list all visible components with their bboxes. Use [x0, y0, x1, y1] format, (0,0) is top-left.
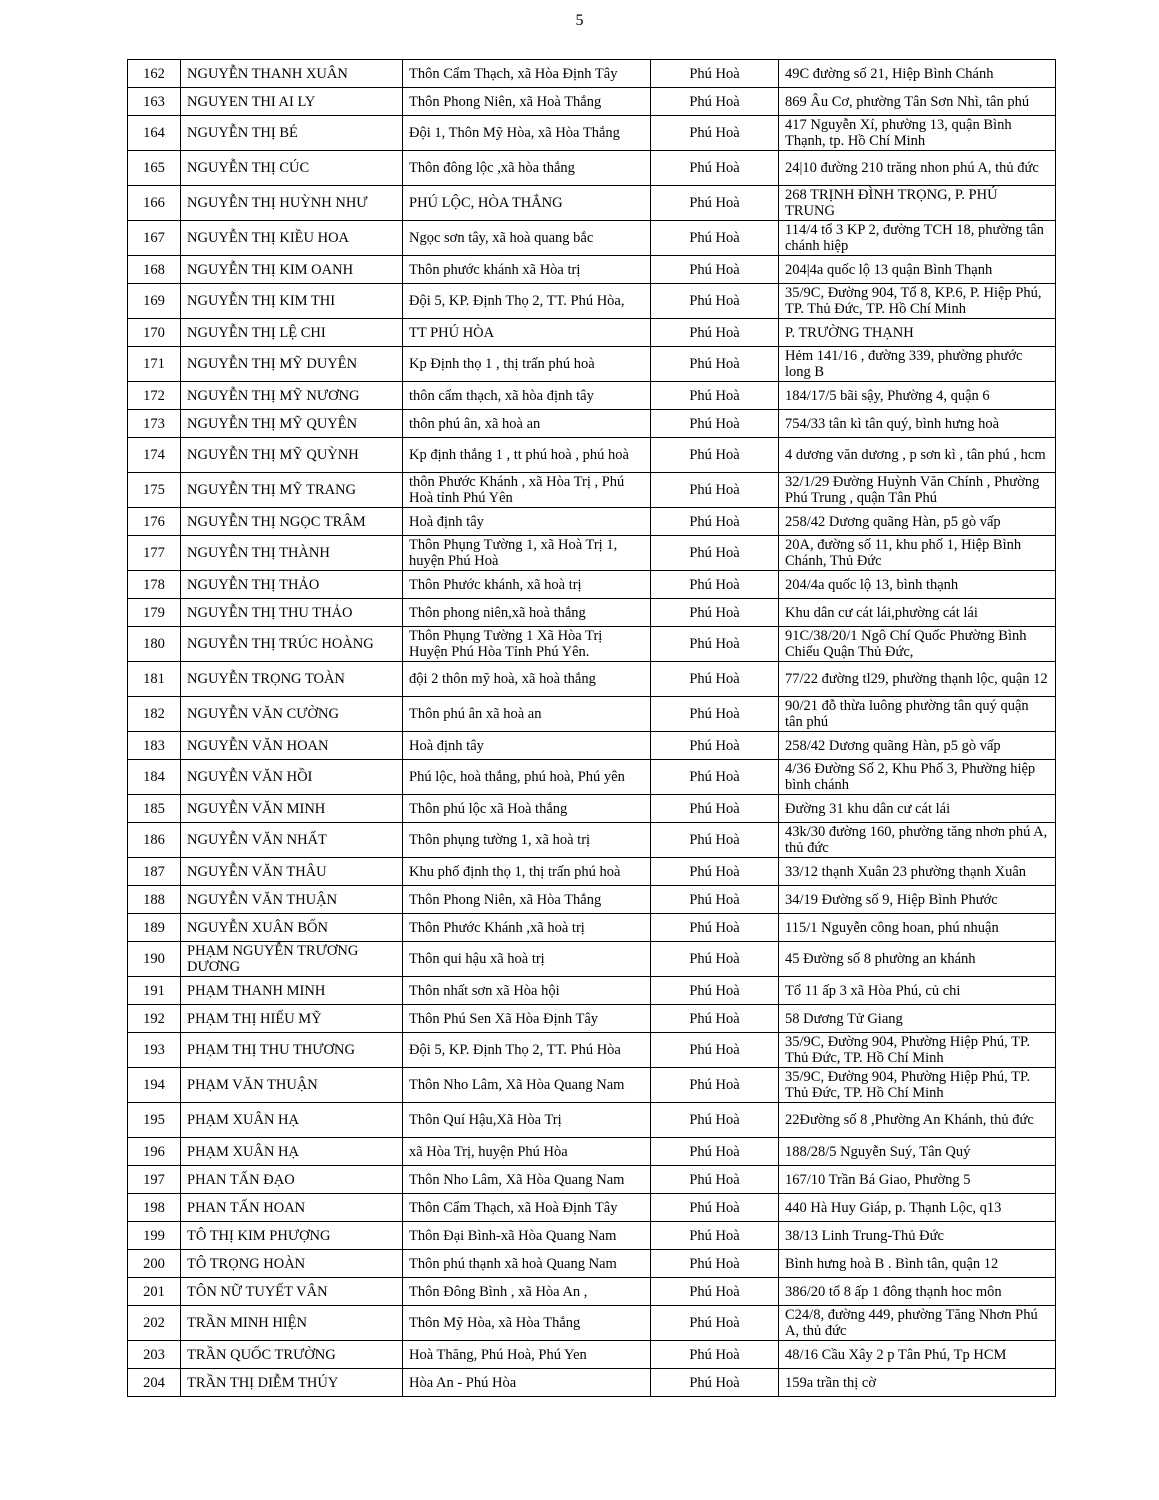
hometown-cell: xã Hòa Trị, huyện Phú Hòa	[403, 1138, 651, 1166]
district-cell: Phú Hoà	[651, 858, 779, 886]
table-row	[128, 151, 1056, 186]
hometown-cell: Đội 5, KP. Định Thọ 2, TT. Phú Hòa,	[403, 284, 651, 319]
person-name: NGUYỄN THỊ MỸ QUYÊN	[181, 410, 403, 438]
district-cell: Phú Hoà	[651, 1306, 779, 1341]
row-number: 183	[128, 732, 181, 760]
district-cell: Phú Hoà	[651, 284, 779, 319]
table-row	[128, 1005, 1056, 1033]
address-cell: 22Đường số 8 ,Phường An Khánh, thủ đức	[779, 1103, 1056, 1138]
address-cell: 38/13 Linh Trung-Thủ Đức	[779, 1222, 1056, 1250]
table-row	[128, 942, 1056, 977]
address-cell: Hẻm 141/16 , đường 339, phường phước long B	[779, 347, 1056, 382]
hometown-cell: Thôn Nho Lâm, Xã Hòa Quang Nam	[403, 1166, 651, 1194]
person-name: PHẠM THANH MINH	[181, 977, 403, 1005]
hometown-cell: Thôn Nho Lâm, Xã Hòa Quang Nam	[403, 1068, 651, 1103]
address-cell: 159a trần thị cờ	[779, 1369, 1056, 1397]
hometown-cell: đội 2 thôn mỹ hoà, xã hoà thắng	[403, 662, 651, 697]
person-name: NGUYỄN TRỌNG TOÀN	[181, 662, 403, 697]
row-number: 198	[128, 1194, 181, 1222]
district-cell: Phú Hoà	[651, 571, 779, 599]
address-cell: 754/33 tân kì tân quý, bình hưng hoà	[779, 410, 1056, 438]
address-cell: 258/42 Dương quãng Hàn, p5 gò vấp	[779, 732, 1056, 760]
address-cell: 4 dương văn dương , p sơn kì , tân phú , hcm	[779, 438, 1056, 473]
address-cell: 48/16 Cầu Xây 2 p Tân Phú, Tp HCM	[779, 1341, 1056, 1369]
district-cell: Phú Hoà	[651, 823, 779, 858]
hometown-cell: Thôn Đông Bình , xã Hòa An ,	[403, 1278, 651, 1306]
row-number: 188	[128, 886, 181, 914]
row-number: 199	[128, 1222, 181, 1250]
row-number: 162	[128, 60, 181, 88]
hometown-cell: Thôn phú ân xã hoà an	[403, 697, 651, 732]
person-name: PHẠM VĂN THUẬN	[181, 1068, 403, 1103]
district-cell: Phú Hoà	[651, 151, 779, 186]
person-name: NGUYỄN THỊ THÀNH	[181, 536, 403, 571]
address-cell: 268 TRỊNH ĐÌNH TRỌNG, P. PHÚ TRUNG	[779, 186, 1056, 221]
person-name: NGUYỄN THỊ LỆ CHI	[181, 319, 403, 347]
row-number: 197	[128, 1166, 181, 1194]
district-cell: Phú Hoà	[651, 319, 779, 347]
district-cell: Phú Hoà	[651, 599, 779, 627]
table-row	[128, 571, 1056, 599]
address-cell: 35/9C, Đường 904, Phường Hiệp Phú, TP. Thủ Đức, TP. Hồ Chí Minh	[779, 1033, 1056, 1068]
row-number: 187	[128, 858, 181, 886]
hometown-cell: thôn phú ân, xã hoà an	[403, 410, 651, 438]
address-cell: 35/9C, Đường 904, Phường Hiệp Phú, TP. Thủ Đức, TP. Hồ Chí Minh	[779, 1068, 1056, 1103]
table-row	[128, 1250, 1056, 1278]
table-row	[128, 795, 1056, 823]
address-cell: 204|4a quốc lộ 13 quận Bình Thạnh	[779, 256, 1056, 284]
row-number: 164	[128, 116, 181, 151]
row-number: 167	[128, 221, 181, 256]
address-cell: 188/28/5 Nguyễn Suý, Tân Quý	[779, 1138, 1056, 1166]
address-cell: 417 Nguyễn Xí, phường 13, quận Bình Thạnh, tp. Hồ Chí Minh	[779, 116, 1056, 151]
district-cell: Phú Hoà	[651, 1005, 779, 1033]
address-cell: 440 Hà Huy Giáp, p. Thạnh Lộc, q13	[779, 1194, 1056, 1222]
table-row	[128, 116, 1056, 151]
hometown-cell: Phú lộc, hoà thắng, phú hoà, Phú yên	[403, 760, 651, 795]
address-cell: 258/42 Dương quãng Hàn, p5 gò vấp	[779, 508, 1056, 536]
row-number: 176	[128, 508, 181, 536]
roster-table	[127, 59, 1056, 1397]
address-cell: 58 Dương Tử Giang	[779, 1005, 1056, 1033]
address-cell: 45 Đường số 8 phường an khánh	[779, 942, 1056, 977]
person-name: PHAN TẤN HOAN	[181, 1194, 403, 1222]
person-name: NGUYỄN THỊ TRÚC HOÀNG	[181, 627, 403, 662]
table-row	[128, 914, 1056, 942]
address-cell: C24/8, đường 449, phường Tăng Nhơn Phú A, thủ đức	[779, 1306, 1056, 1341]
hometown-cell: TT PHÚ HÒA	[403, 319, 651, 347]
district-cell: Phú Hoà	[651, 473, 779, 508]
person-name: NGUYỄN THỊ MỸ QUỲNH	[181, 438, 403, 473]
hometown-cell: Thôn Quí Hậu,Xã Hòa Trị	[403, 1103, 651, 1138]
district-cell: Phú Hoà	[651, 795, 779, 823]
hometown-cell: PHÚ LỘC, HÒA THẮNG	[403, 186, 651, 221]
row-number: 184	[128, 760, 181, 795]
table-row	[128, 60, 1056, 88]
address-cell: 184/17/5 bãi sậy, Phường 4, quận 6	[779, 382, 1056, 410]
table-row	[128, 186, 1056, 221]
person-name: TÔN NỮ TUYẾT VÂN	[181, 1278, 403, 1306]
table-row	[128, 536, 1056, 571]
person-name: TRẦN THỊ DIỄM THÚY	[181, 1369, 403, 1397]
table-row	[128, 662, 1056, 697]
hometown-cell: Thôn Phước khánh, xã hoà trị	[403, 571, 651, 599]
person-name: NGUYEN THI AI LY	[181, 88, 403, 116]
hometown-cell: Thôn phú lộc xã Hoà thắng	[403, 795, 651, 823]
table-row	[128, 438, 1056, 473]
person-name: NGUYỄN THỊ KIỀU HOA	[181, 221, 403, 256]
row-number: 186	[128, 823, 181, 858]
person-name: TÔ THỊ KIM PHƯỢNG	[181, 1222, 403, 1250]
hometown-cell: Hoà Thăng, Phú Hoà, Phú Yen	[403, 1341, 651, 1369]
district-cell: Phú Hoà	[651, 1278, 779, 1306]
hometown-cell: Thôn đông lộc ,xã hòa thắng	[403, 151, 651, 186]
hometown-cell: Thôn Phụng Tường 1, xã Hoà Trị 1, huyện Phú Hoà	[403, 536, 651, 571]
hometown-cell: Thôn qui hậu xã hoà trị	[403, 942, 651, 977]
person-name: PHẠM NGUYỄN TRƯƠNG DƯƠNG	[181, 942, 403, 977]
person-name: NGUYỄN THỊ MỸ DUYÊN	[181, 347, 403, 382]
row-number: 166	[128, 186, 181, 221]
person-name: NGUYỄN THỊ KIM THI	[181, 284, 403, 319]
address-cell: Đường 31 khu dân cư cát lái	[779, 795, 1056, 823]
person-name: NGUYỄN XUÂN BỐN	[181, 914, 403, 942]
person-name: NGUYỄN VĂN THUẬN	[181, 886, 403, 914]
table-row	[128, 1138, 1056, 1166]
district-cell: Phú Hoà	[651, 1222, 779, 1250]
district-cell: Phú Hoà	[651, 627, 779, 662]
table-row	[128, 410, 1056, 438]
hometown-cell: thôn Phước Khánh , xã Hòa Trị , Phú Hoà tỉnh Phú Yên	[403, 473, 651, 508]
row-number: 171	[128, 347, 181, 382]
address-cell: 114/4 tổ 3 KP 2, đường TCH 18, phường tân chánh hiệp	[779, 221, 1056, 256]
page-number: 5	[575, 12, 584, 29]
address-cell: 24|10 đường 210 trăng nhon phú A, thủ đức	[779, 151, 1056, 186]
district-cell: Phú Hoà	[651, 221, 779, 256]
address-cell: P. TRƯỜNG THẠNH	[779, 319, 1056, 347]
row-number: 192	[128, 1005, 181, 1033]
row-number: 203	[128, 1341, 181, 1369]
district-cell: Phú Hoà	[651, 1194, 779, 1222]
table-row	[128, 1194, 1056, 1222]
table-row	[128, 1278, 1056, 1306]
person-name: NGUYỄN THỊ KIM OANH	[181, 256, 403, 284]
person-name: NGUYỄN VĂN HOAN	[181, 732, 403, 760]
table-row	[128, 760, 1056, 795]
hometown-cell: Thôn phước khánh xã Hòa trị	[403, 256, 651, 284]
table-row	[128, 1103, 1056, 1138]
row-number: 181	[128, 662, 181, 697]
district-cell: Phú Hoà	[651, 116, 779, 151]
table-row	[128, 1166, 1056, 1194]
hometown-cell: Thôn Mỹ Hòa, xã Hòa Thắng	[403, 1306, 651, 1341]
address-cell: 869 Âu Cơ, phường Tân Sơn Nhì, tân phú	[779, 88, 1056, 116]
district-cell: Phú Hoà	[651, 1103, 779, 1138]
hometown-cell: Đội 1, Thôn Mỹ Hòa, xã Hòa Thắng	[403, 116, 651, 151]
table-row	[128, 1369, 1056, 1397]
address-cell: 20A, đường số 11, khu phố 1, Hiệp Bình Chánh, Thủ Đức	[779, 536, 1056, 571]
address-cell: 115/1 Nguyễn công hoan, phú nhuận	[779, 914, 1056, 942]
row-number: 168	[128, 256, 181, 284]
table-row	[128, 1068, 1056, 1103]
row-number: 177	[128, 536, 181, 571]
row-number: 170	[128, 319, 181, 347]
table-row	[128, 977, 1056, 1005]
row-number: 191	[128, 977, 181, 1005]
person-name: NGUYỄN THỊ THU THẢO	[181, 599, 403, 627]
table-row	[128, 508, 1056, 536]
person-name: PHAN TẤN ĐẠO	[181, 1166, 403, 1194]
hometown-cell: Kp định thắng 1 , tt phú hoà , phú hoà	[403, 438, 651, 473]
district-cell: Phú Hoà	[651, 732, 779, 760]
row-number: 200	[128, 1250, 181, 1278]
hometown-cell: Thôn Phụng Tường 1 Xã Hòa Trị Huyện Phú Hòa Tỉnh Phú Yên.	[403, 627, 651, 662]
district-cell: Phú Hoà	[651, 1033, 779, 1068]
hometown-cell: Thôn Cẩm Thạch, xã Hòa Định Tây	[403, 60, 651, 88]
district-cell: Phú Hoà	[651, 977, 779, 1005]
district-cell: Phú Hoà	[651, 382, 779, 410]
person-name: PHẠM THỊ HIẾU MỸ	[181, 1005, 403, 1033]
hometown-cell: Đội 5, KP. Định Thọ 2, TT. Phú Hòa	[403, 1033, 651, 1068]
table-row	[128, 284, 1056, 319]
table-row	[128, 221, 1056, 256]
hometown-cell: Thôn phú thạnh xã hoà Quang Nam	[403, 1250, 651, 1278]
hometown-cell: thôn cẩm thạch, xã hòa định tây	[403, 382, 651, 410]
hometown-cell: Thôn Phú Sen Xã Hòa Định Tây	[403, 1005, 651, 1033]
person-name: NGUYỄN THỊ NGỌC TRÂM	[181, 508, 403, 536]
person-name: PHẠM XUÂN HẠ	[181, 1138, 403, 1166]
person-name: PHẠM THỊ THU THƯƠNG	[181, 1033, 403, 1068]
row-number: 165	[128, 151, 181, 186]
address-cell: 43k/30 đường 160, phường tăng nhơn phú A, thủ đức	[779, 823, 1056, 858]
table-row	[128, 732, 1056, 760]
person-name: NGUYỄN THỊ MỸ TRANG	[181, 473, 403, 508]
table-row	[128, 823, 1056, 858]
hometown-cell: Hòa An - Phú Hòa	[403, 1369, 651, 1397]
row-number: 180	[128, 627, 181, 662]
district-cell: Phú Hoà	[651, 1068, 779, 1103]
row-number: 204	[128, 1369, 181, 1397]
row-number: 179	[128, 599, 181, 627]
person-name: NGUYỄN THỊ MỸ NƯƠNG	[181, 382, 403, 410]
address-cell: 4/36 Đường Số 2, Khu Phố 3, Phường hiệp bình chánh	[779, 760, 1056, 795]
row-number: 193	[128, 1033, 181, 1068]
row-number: 174	[128, 438, 181, 473]
table-row	[128, 88, 1056, 116]
district-cell: Phú Hoà	[651, 508, 779, 536]
table-row	[128, 347, 1056, 382]
district-cell: Phú Hoà	[651, 942, 779, 977]
hometown-cell: Thôn Cẩm Thạch, xã Hoà Định Tây	[403, 1194, 651, 1222]
table-row	[128, 256, 1056, 284]
row-number: 196	[128, 1138, 181, 1166]
address-cell: 33/12 thạnh Xuân 23 phường thạnh Xuân	[779, 858, 1056, 886]
district-cell: Phú Hoà	[651, 536, 779, 571]
row-number: 169	[128, 284, 181, 319]
table-row	[128, 1222, 1056, 1250]
roster-body	[128, 60, 1056, 1397]
person-name: NGUYỄN VĂN CƯỜNG	[181, 697, 403, 732]
hometown-cell: Thôn Phong Niên, xã Hoà Thắng	[403, 88, 651, 116]
address-cell: 34/19 Đường số 9, Hiệp Bình Phước	[779, 886, 1056, 914]
district-cell: Phú Hoà	[651, 410, 779, 438]
person-name: NGUYỄN VĂN NHẤT	[181, 823, 403, 858]
row-number: 185	[128, 795, 181, 823]
row-number: 194	[128, 1068, 181, 1103]
row-number: 175	[128, 473, 181, 508]
district-cell: Phú Hoà	[651, 662, 779, 697]
row-number: 190	[128, 942, 181, 977]
hometown-cell: Thôn nhất sơn xã Hòa hội	[403, 977, 651, 1005]
address-cell: 49C đường số 21, Hiệp Bình Chánh	[779, 60, 1056, 88]
person-name: NGUYỄN THỊ BÉ	[181, 116, 403, 151]
district-cell: Phú Hoà	[651, 1166, 779, 1194]
table-row	[128, 1341, 1056, 1369]
district-cell: Phú Hoà	[651, 886, 779, 914]
address-cell: 77/22 đường tl29, phường thạnh lộc, quận 12	[779, 662, 1056, 697]
district-cell: Phú Hoà	[651, 914, 779, 942]
district-cell: Phú Hoà	[651, 347, 779, 382]
table-row	[128, 319, 1056, 347]
address-cell: 35/9C, Đường 904, Tổ 8, KP.6, P. Hiệp Phú, TP. Thủ Đức, TP. Hồ Chí Minh	[779, 284, 1056, 319]
person-name: NGUYỄN VĂN HỒI	[181, 760, 403, 795]
hometown-cell: Kp Định thọ 1 , thị trấn phú hoà	[403, 347, 651, 382]
address-cell: 386/20 tổ 8 ấp 1 đông thạnh hoc môn	[779, 1278, 1056, 1306]
district-cell: Phú Hoà	[651, 186, 779, 221]
person-name: TRẦN QUỐC TRƯỜNG	[181, 1341, 403, 1369]
person-name: NGUYỄN VĂN MINH	[181, 795, 403, 823]
district-cell: Phú Hoà	[651, 697, 779, 732]
hometown-cell: Thôn Đại Bình-xã Hòa Quang Nam	[403, 1222, 651, 1250]
district-cell: Phú Hoà	[651, 256, 779, 284]
hometown-cell: Thôn Phong Niên, xã Hòa Thắng	[403, 886, 651, 914]
row-number: 182	[128, 697, 181, 732]
person-name: NGUYỄN THỊ THẢO	[181, 571, 403, 599]
table-row	[128, 886, 1056, 914]
hometown-cell: Thôn Phước Khánh ,xã hoà trị	[403, 914, 651, 942]
address-cell: Khu dân cư cát lái,phường cát lái	[779, 599, 1056, 627]
person-name: NGUYỄN THỊ CÚC	[181, 151, 403, 186]
row-number: 202	[128, 1306, 181, 1341]
district-cell: Phú Hoà	[651, 1250, 779, 1278]
district-cell: Phú Hoà	[651, 1341, 779, 1369]
hometown-cell: Hoà định tây	[403, 508, 651, 536]
row-number: 163	[128, 88, 181, 116]
hometown-cell: Khu phố định thọ 1, thị trấn phú hoà	[403, 858, 651, 886]
address-cell: 90/21 đỗ thừa luông phường tân quý quận tân phú	[779, 697, 1056, 732]
district-cell: Phú Hoà	[651, 1369, 779, 1397]
person-name: TÔ TRỌNG HOÀN	[181, 1250, 403, 1278]
table-row	[128, 473, 1056, 508]
table-row	[128, 1306, 1056, 1341]
address-cell: 167/10 Trần Bá Giao, Phường 5	[779, 1166, 1056, 1194]
hometown-cell: Ngọc sơn tây, xã hoà quang bắc	[403, 221, 651, 256]
row-number: 195	[128, 1103, 181, 1138]
hometown-cell: Hoà định tây	[403, 732, 651, 760]
address-cell: Tổ 11 ấp 3 xã Hòa Phú, củ chi	[779, 977, 1056, 1005]
person-name: PHẠM XUÂN HẠ	[181, 1103, 403, 1138]
hometown-cell: Thôn phong niên,xã hoà thắng	[403, 599, 651, 627]
table-row	[128, 627, 1056, 662]
person-name: NGUYỄN THỊ HUỲNH NHƯ	[181, 186, 403, 221]
hometown-cell: Thôn phụng tường 1, xã hoà trị	[403, 823, 651, 858]
person-name: TRẦN MINH HIỆN	[181, 1306, 403, 1341]
row-number: 201	[128, 1278, 181, 1306]
address-cell: Bình hưng hoà B . Bình tân, quận 12	[779, 1250, 1056, 1278]
address-cell: 91C/38/20/1 Ngô Chí Quốc Phường Bình Chiểu Quận Thủ Đức,	[779, 627, 1056, 662]
district-cell: Phú Hoà	[651, 760, 779, 795]
person-name: NGUYỄN THANH XUÂN	[181, 60, 403, 88]
row-number: 189	[128, 914, 181, 942]
row-number: 173	[128, 410, 181, 438]
table-row	[128, 697, 1056, 732]
row-number: 178	[128, 571, 181, 599]
district-cell: Phú Hoà	[651, 88, 779, 116]
table-row	[128, 858, 1056, 886]
table-row	[128, 382, 1056, 410]
table-row	[128, 1033, 1056, 1068]
district-cell: Phú Hoà	[651, 60, 779, 88]
address-cell: 32/1/29 Đường Huỳnh Văn Chính , Phường Phú Trung , quận Tân Phú	[779, 473, 1056, 508]
address-cell: 204/4a quốc lộ 13, bình thạnh	[779, 571, 1056, 599]
person-name: NGUYỄN VĂN THÂU	[181, 858, 403, 886]
district-cell: Phú Hoà	[651, 1138, 779, 1166]
district-cell: Phú Hoà	[651, 438, 779, 473]
row-number: 172	[128, 382, 181, 410]
table-row	[128, 599, 1056, 627]
